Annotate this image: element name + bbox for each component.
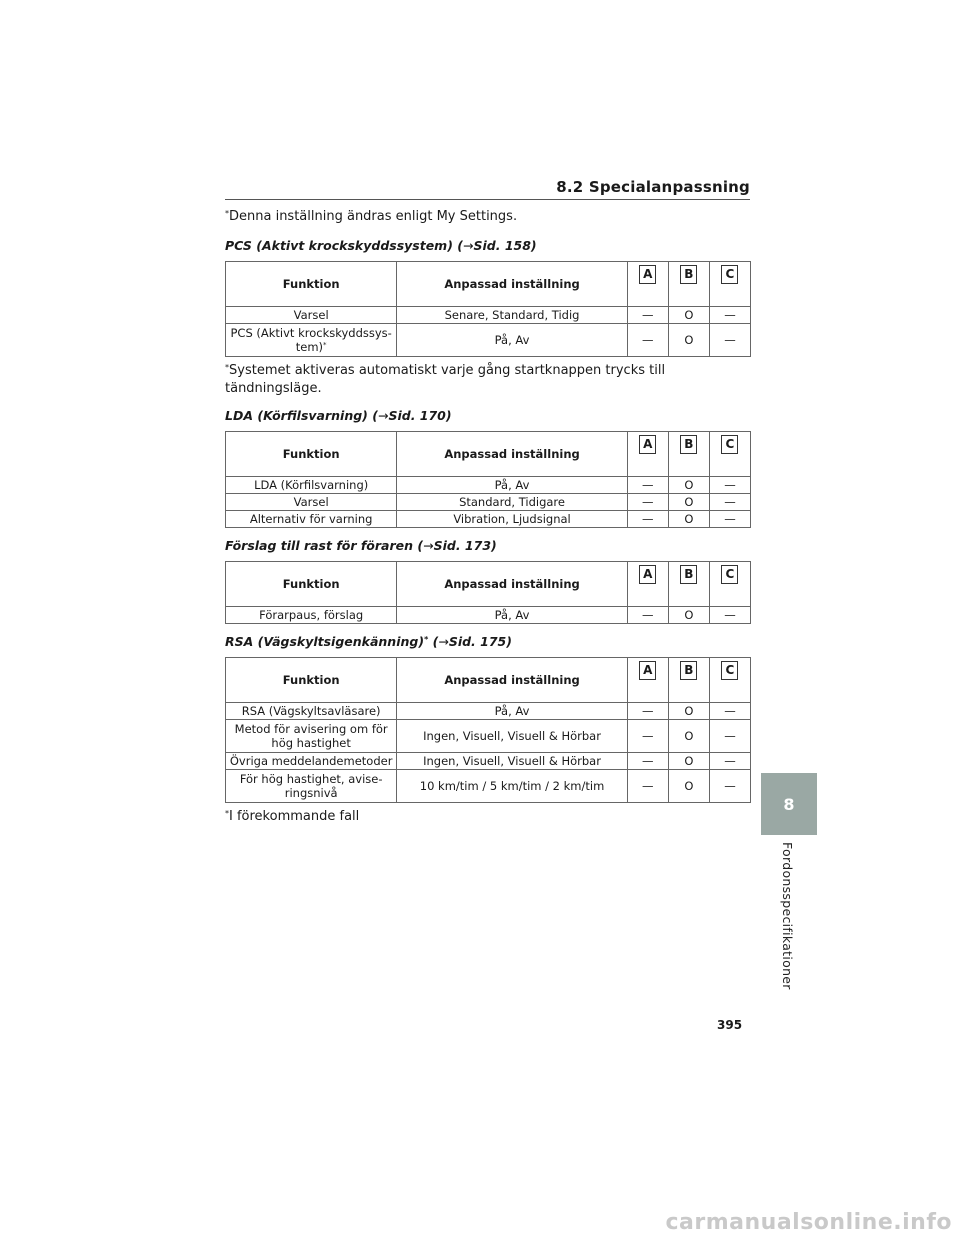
header-setting: Anpassad inställning bbox=[397, 658, 627, 703]
section-title bbox=[225, 407, 751, 425]
cell-funktion bbox=[226, 307, 397, 324]
cell-setting: 10 km/tim / 5 km/tim / 2 km/tim bbox=[397, 770, 627, 803]
cell-c: — bbox=[709, 477, 750, 494]
note-text: Denna inställning ändras enligt My Settings. bbox=[229, 209, 518, 224]
table-header-row bbox=[226, 562, 751, 607]
table-row bbox=[226, 703, 751, 720]
header-col-a bbox=[627, 562, 668, 607]
note-mark: * bbox=[225, 209, 229, 218]
cell-a: — bbox=[627, 720, 668, 753]
section-title-text: PCS (Aktivt krockskyddssystem) ( bbox=[225, 238, 463, 253]
cell-funktion bbox=[226, 703, 397, 720]
page-number: 395 bbox=[717, 1018, 743, 1032]
cell-c: — bbox=[709, 324, 750, 357]
settings-table bbox=[225, 561, 751, 624]
cell-a: — bbox=[627, 753, 668, 770]
section-title-text: Förslag till rast för föraren ( bbox=[225, 538, 424, 553]
cell-funktion-text: Förarpaus, förslag bbox=[259, 608, 364, 622]
cell-c: — bbox=[709, 607, 750, 624]
cell-funktion-text: LDA (Körfilsvarning) bbox=[254, 478, 369, 492]
cell-funktion-text: Varsel bbox=[293, 495, 329, 509]
cell-c: — bbox=[709, 770, 750, 803]
watermark: carmanualsonline.info bbox=[665, 1210, 952, 1235]
cell-setting: Ingen, Visuell, Visuell & Hörbar bbox=[397, 753, 627, 770]
section-page-ref[interactable]: Sid. 175) bbox=[448, 634, 512, 649]
cell-c: — bbox=[709, 703, 750, 720]
section-title-mark: * bbox=[424, 635, 429, 644]
cell-b: O bbox=[668, 307, 709, 324]
cell-b: O bbox=[668, 703, 709, 720]
letter-c-badge: C bbox=[721, 435, 738, 454]
letter-b-badge: B bbox=[680, 565, 697, 584]
cell-a: — bbox=[627, 307, 668, 324]
cell-funktion bbox=[226, 511, 397, 528]
cell-funktion bbox=[226, 494, 397, 511]
main-content bbox=[225, 208, 751, 826]
cell-funktion bbox=[226, 324, 397, 357]
cell-b: O bbox=[668, 607, 709, 624]
section-note bbox=[225, 808, 751, 826]
paren: ( bbox=[428, 634, 439, 649]
settings-table bbox=[225, 261, 751, 357]
table-row bbox=[226, 324, 751, 357]
header-col-c bbox=[709, 658, 750, 703]
table-row bbox=[226, 753, 751, 770]
header-col-c bbox=[709, 262, 750, 307]
cell-setting: Senare, Standard, Tidig bbox=[397, 307, 627, 324]
header-funktion: Funktion bbox=[226, 562, 397, 607]
cell-setting: På, Av bbox=[397, 324, 627, 357]
cell-setting: På, Av bbox=[397, 607, 627, 624]
cell-a: — bbox=[627, 477, 668, 494]
note-text: Systemet aktiveras automatiskt varje gång startknappen trycks till tändningsläge. bbox=[225, 363, 666, 396]
header-col-c bbox=[709, 562, 750, 607]
cell-b: O bbox=[668, 324, 709, 357]
cell-funktion-text: Övriga meddelandemetoder bbox=[229, 754, 393, 768]
table-row bbox=[226, 607, 751, 624]
chapter-number: 8 bbox=[783, 794, 795, 814]
header-setting: Anpassad inställning bbox=[397, 562, 627, 607]
cell-b: O bbox=[668, 753, 709, 770]
cell-setting: Standard, Tidigare bbox=[397, 494, 627, 511]
cell-funktion-text: RSA (Vägskyltsavläsare) bbox=[241, 704, 381, 718]
sections-container bbox=[225, 237, 751, 826]
header-setting: Anpassad inställning bbox=[397, 262, 627, 307]
letter-b-badge: B bbox=[680, 661, 697, 680]
letter-b-badge: B bbox=[680, 265, 697, 284]
settings-table bbox=[225, 431, 751, 528]
cell-funktion bbox=[226, 477, 397, 494]
header-col-b bbox=[668, 562, 709, 607]
arrow-icon: → bbox=[463, 238, 474, 253]
table-row bbox=[226, 307, 751, 324]
cell-b: O bbox=[668, 477, 709, 494]
arrow-icon: → bbox=[377, 408, 389, 423]
cell-funktion-text: Alternativ för varning bbox=[249, 512, 373, 526]
section-title bbox=[225, 237, 751, 255]
cell-funktion bbox=[226, 770, 397, 803]
cell-c: — bbox=[709, 753, 750, 770]
cell-b: O bbox=[668, 720, 709, 753]
table-header-row bbox=[226, 432, 751, 477]
letter-a-badge: A bbox=[639, 565, 656, 584]
arrow-icon: → bbox=[438, 634, 449, 649]
letter-b-badge: B bbox=[680, 435, 697, 454]
section-title-text: RSA (Vägskyltsigenkänning) bbox=[225, 634, 425, 649]
cell-setting: Ingen, Visuell, Visuell & Hörbar bbox=[397, 720, 627, 753]
table-row bbox=[226, 720, 751, 753]
header-funktion: Funktion bbox=[226, 658, 397, 703]
letter-a-badge: A bbox=[639, 661, 656, 680]
table-row bbox=[226, 511, 751, 528]
header-funktion: Funktion bbox=[226, 432, 397, 477]
cell-funktion-text: Varsel bbox=[293, 308, 329, 322]
letter-a-badge: A bbox=[639, 435, 656, 454]
chapter-label: Fordonsspecifikationer bbox=[780, 842, 795, 990]
page-header-title: 8.2 Specialanpassning bbox=[556, 178, 750, 196]
table-row bbox=[226, 770, 751, 803]
cell-funktion-text: Metod för avisering om för hög hastighet bbox=[234, 722, 388, 750]
header-col-a bbox=[627, 262, 668, 307]
cell-a: — bbox=[627, 494, 668, 511]
cell-funktion-text: PCS (Aktivt krockskyddssys-tem) bbox=[230, 326, 392, 354]
cell-b: O bbox=[668, 511, 709, 528]
letter-c-badge: C bbox=[721, 661, 738, 680]
section-page-ref[interactable]: Sid. 173) bbox=[433, 538, 497, 553]
settings-table bbox=[225, 657, 751, 803]
header-col-b bbox=[668, 432, 709, 477]
table-header-row bbox=[226, 658, 751, 703]
intro-note bbox=[225, 208, 751, 226]
cell-b: O bbox=[668, 770, 709, 803]
chapter-tab bbox=[761, 773, 817, 835]
arrow-icon: → bbox=[423, 538, 434, 553]
table-row bbox=[226, 494, 751, 511]
section-title bbox=[225, 633, 751, 651]
letter-c-badge: C bbox=[721, 565, 738, 584]
section-page-ref[interactable]: Sid. 158) bbox=[473, 238, 537, 253]
header-setting: Anpassad inställning bbox=[397, 432, 627, 477]
note-text: I förekommande fall bbox=[229, 809, 360, 824]
cell-funktion-text: För hög hastighet, avise-ringsnivå bbox=[239, 772, 383, 800]
note-mark: * bbox=[225, 363, 229, 372]
header-col-a bbox=[627, 658, 668, 703]
cell-funktion bbox=[226, 753, 397, 770]
cell-c: — bbox=[709, 720, 750, 753]
section-title bbox=[225, 537, 751, 555]
section-note bbox=[225, 362, 751, 398]
cell-c: — bbox=[709, 494, 750, 511]
cell-funktion bbox=[226, 607, 397, 624]
header-col-b bbox=[668, 658, 709, 703]
cell-b: O bbox=[668, 494, 709, 511]
header-col-a bbox=[627, 432, 668, 477]
note-mark: * bbox=[225, 809, 229, 818]
section-page-ref[interactable]: Sid. 170) bbox=[388, 408, 452, 423]
header-col-c bbox=[709, 432, 750, 477]
letter-c-badge: C bbox=[721, 265, 738, 284]
section-title-text: LDA (Körfilsvarning) ( bbox=[225, 408, 378, 423]
cell-c: — bbox=[709, 511, 750, 528]
cell-setting: Vibration, Ljudsignal bbox=[397, 511, 627, 528]
header-funktion: Funktion bbox=[226, 262, 397, 307]
cell-a: — bbox=[627, 511, 668, 528]
cell-c: — bbox=[709, 307, 750, 324]
header-rule bbox=[225, 199, 750, 200]
cell-a: — bbox=[627, 324, 668, 357]
table-row bbox=[226, 477, 751, 494]
table-header-row bbox=[226, 262, 751, 307]
cell-a: — bbox=[627, 770, 668, 803]
footnote-mark: * bbox=[323, 341, 327, 349]
letter-a-badge: A bbox=[639, 265, 656, 284]
cell-funktion bbox=[226, 720, 397, 753]
cell-setting: På, Av bbox=[397, 703, 627, 720]
cell-a: — bbox=[627, 703, 668, 720]
cell-setting: På, Av bbox=[397, 477, 627, 494]
header-col-b bbox=[668, 262, 709, 307]
cell-a: — bbox=[627, 607, 668, 624]
